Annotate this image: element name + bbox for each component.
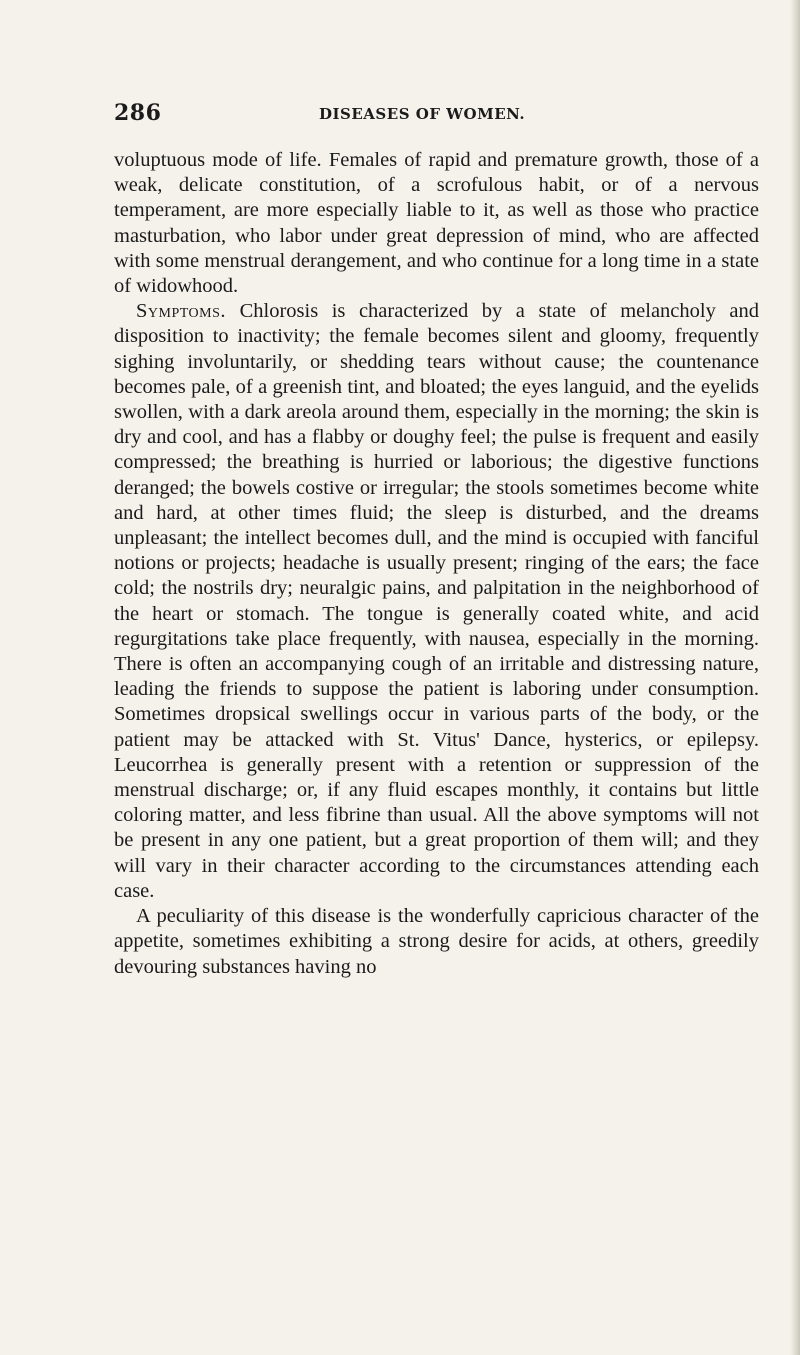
symptoms-text: Chlorosis is characterized by a state of melancholy and disposition to inactivity; the female becomes silent and gloomy, frequently sighing involuntarily, or shedding tears without cause; the countenance becomes pale, of a greenish tint, and bloated; the eyes languid, and the eyelids swollen, with a dark areola around them, especially in the morning; the skin is dry and cool, and has a flabby or doughy feel; the pulse is frequent and easily compressed; the breathing is hurried or laborious; the digestive functions deranged; the bowels costive or irregular; the stools sometimes become white and hard, at other times fluid; the sleep is disturbed, and the dreams unpleasant; the intellect becomes dull, and the mind is occupied with fanciful notions or projects; headache is usually present; ringing of the ears; the face cold; the nostrils dry; neuralgic pains, and palpitation in the neighborhood of the heart or stomach. The tongue is generally coated white, and acid regurgitations take place frequently, with nausea, especially in the morning. There is often an accompanying cough of an irritable and distressing nature, leading the friends to suppose the patient is laboring under consumption. Sometimes dropsical swellings occur in various parts of the body, or the patient may be attacked with St. Vitus' Dance, hysterics, or epilepsy. Leucorrhea is generally present with a retention or suppression of the menstrual discharge; or, if any fluid escapes monthly, it contains but little coloring matter, and less fibrine than usual. All the above symptoms will not be present in any one patient, but a great proportion of them will; and they will vary in their character according to the circumstances attending each case. (114, 300, 759, 902)
page-edge (790, 0, 800, 1355)
paragraph-continued: voluptuous mode of life. Females of rapid and premature growth, those of a weak, delicate constitution, of a scrofulous habit, or of a nervous temperament, are more especially liable to it, as well as those who practice masturbation, who labor under great depression of mind, who are affected with some menstrual derangement, and who continue for a long time in a state of widowhood. (114, 149, 759, 298)
running-head: DISEASES OF WOMEN. (319, 105, 526, 123)
page-number: 286 (114, 100, 162, 126)
paragraph-symptoms (114, 299, 759, 904)
body-text (114, 148, 759, 980)
page-header (114, 100, 754, 130)
symptoms-heading: Symptoms. (136, 300, 227, 323)
paragraph-peculiarity: A peculiarity of this disease is the wonderfully capricious character of the appetite, sometimes exhibiting a strong desire for acids, at others, greedily devouring substances having no (114, 905, 759, 978)
